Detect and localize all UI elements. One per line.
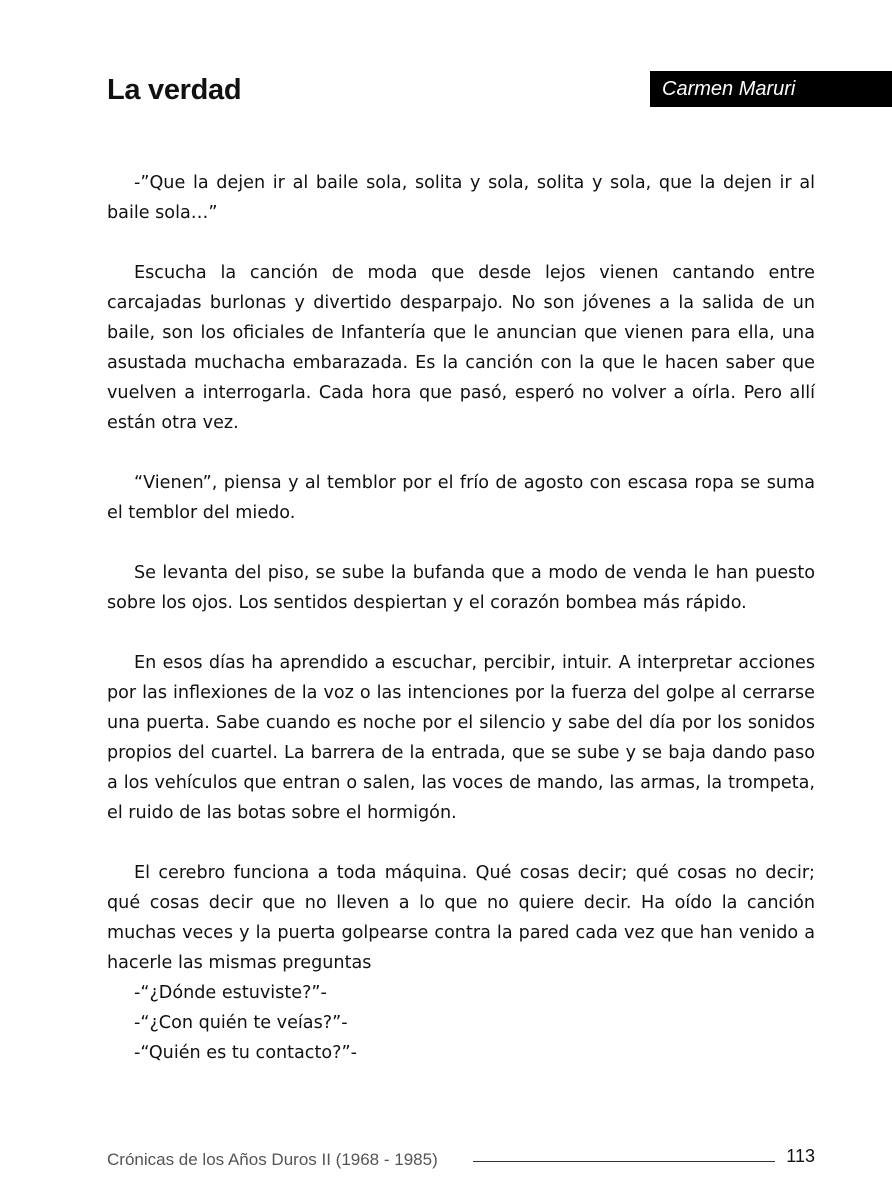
footer-book-title: Crónicas de los Años Duros II (1968 - 1985) — [107, 1150, 438, 1169]
page-title: La verdad — [107, 74, 242, 106]
dialog-line: -“¿Dónde estuviste?”- — [134, 983, 327, 1003]
body-text — [107, 168, 815, 1068]
dialog-line: -“¿Con quién te veías?”- — [134, 1013, 348, 1033]
author-label: Carmen Maruri — [650, 71, 892, 107]
page-footer — [107, 1146, 815, 1176]
page-number: 113 — [786, 1146, 815, 1166]
paragraph: Se levanta del piso, se sube la bufanda que a modo de venda le han puesto sobre los ojos. Los sentidos despiertan y el corazón bombea más rápido. — [107, 563, 815, 613]
paragraph: “Vienen”, piensa y al temblor por el frío de agosto con escasa ropa se suma el temblor del miedo. — [107, 473, 815, 523]
paragraph: En esos días ha aprendido a escuchar, percibir, intuir. A interpretar acciones por las inflexiones de la voz o las intenciones por la fuerza del golpe al cerrarse una puerta. Sabe cuando es noche por el silencio y sabe del día por los sonidos propios del cuartel. La barrera de la entrada, que se sube y se baja dando paso a los vehículos que entran o salen, las voces de mando, las armas, la trompeta, el ruido de las botas sobre el hormigón. — [107, 653, 815, 823]
paragraph: El cerebro funciona a toda máquina. Qué cosas decir; qué cosas no decir; qué cosas decir que no lleven a lo que no quiere decir. Ha oído la canción muchas veces y la puerta golpearse contra la pared cada vez que han venido a hacerle las mismas preguntas — [107, 863, 815, 973]
paragraph: -”Que la dejen ir al baile sola, solita y sola, solita y sola, que la dejen ir al baile sola…” — [107, 173, 815, 223]
dialog-line: -“Quién es tu contacto?”- — [134, 1043, 357, 1063]
footer-divider — [473, 1161, 775, 1162]
paragraph: Escucha la canción de moda que desde lejos vienen cantando entre carcajadas burlonas y divertido desparpajo. No son jóvenes a la salida de un baile, son los oficiales de Infantería que le anuncian que vienen para ella, una asustada muchacha embarazada. Es la canción con la que le hacen saber que vuelven a interrogarla. Cada hora que pasó, esperó no volver a oírla. Pero allí están otra vez. — [107, 263, 815, 433]
